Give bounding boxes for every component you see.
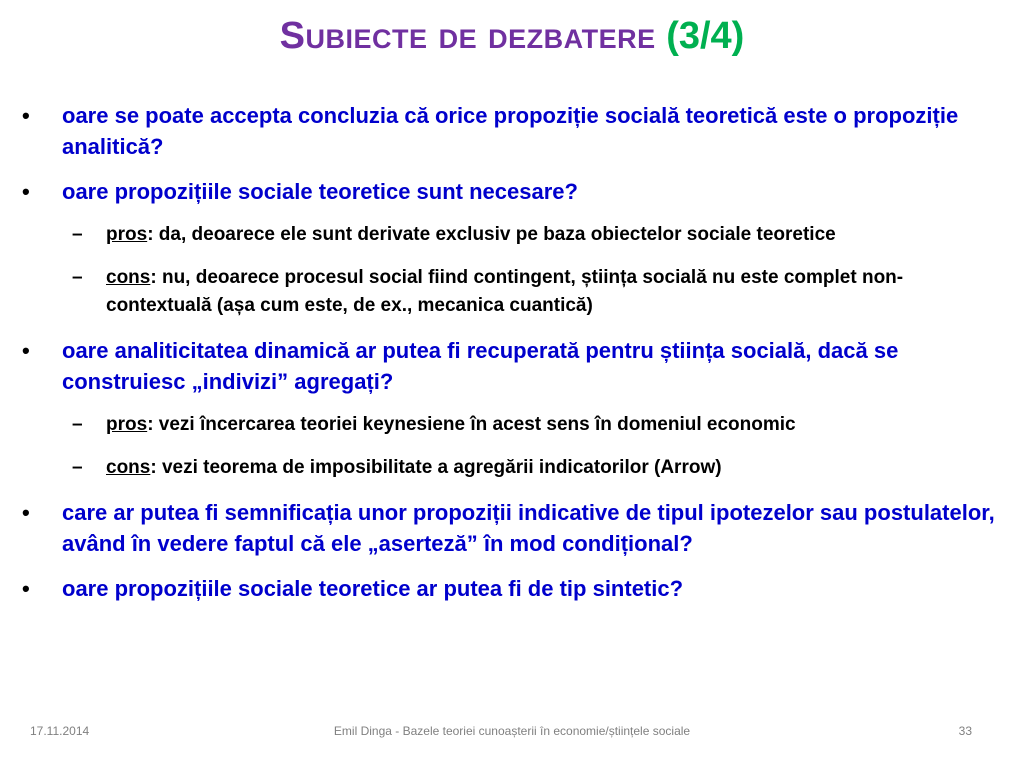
bullet-text: care ar putea fi semnificația unor propoziții indicative de tipul ipotezelor sau postulatelor, având în vedere faptul că ele „aserteză” în mod condițional? <box>62 500 995 556</box>
sub-item <box>22 264 997 320</box>
title-number: (3/4) <box>666 15 745 57</box>
bullet-item <box>22 573 997 604</box>
page-number: 33 <box>958 724 972 738</box>
dash-marker: – <box>72 224 83 245</box>
sub-text: : vezi teorema de imposibilitate a agregării indicatorilor (Arrow) <box>150 457 722 478</box>
bullet-text: oare analiticitatea dinamică ar putea fi recuperată pentru știința socială, dacă se construiesc „indivizi” agregați? <box>62 338 899 394</box>
slide-content <box>22 100 997 618</box>
bullet-marker: • <box>22 338 30 363</box>
dash-marker: – <box>72 267 83 288</box>
bullet-marker: • <box>22 500 30 525</box>
bullet-item <box>22 335 997 397</box>
bullet-marker: • <box>22 576 30 601</box>
sub-text: : da, deoarece ele sunt derivate exclusiv pe baza obiectelor sociale teoretice <box>147 224 836 245</box>
title-main: Subiecte de dezbatere <box>279 15 656 57</box>
bullet-marker: • <box>22 103 30 128</box>
sub-keyword: cons <box>106 457 151 478</box>
sub-keyword: pros <box>106 224 148 245</box>
sub-item <box>22 454 997 482</box>
sub-keyword: cons <box>106 267 151 288</box>
bullet-text: oare propozițiile sociale teoretice sunt necesare? <box>62 179 578 204</box>
bullet-item <box>22 100 997 162</box>
bullet-text: oare se poate accepta concluzia că orice propoziție socială teoretică este o propoziție analitică? <box>62 103 959 159</box>
slide-title <box>0 8 1024 64</box>
sub-text: : vezi încercarea teoriei keynesiene în acest sens în domeniul economic <box>147 414 796 435</box>
bullet-marker: • <box>22 179 30 204</box>
footer-author: Emil Dinga - Bazele teoriei cunoașterii în economie/științele sociale <box>333 724 691 738</box>
sub-item <box>22 221 997 249</box>
sub-item <box>22 411 997 439</box>
dash-marker: – <box>72 414 83 435</box>
sub-text: : nu, deoarece procesul social fiind contingent, știința socială nu este complet non-contextuală (așa cum este, de ex., mecanica cuantică) <box>106 267 904 316</box>
bullet-item <box>22 497 997 559</box>
footer-date: 17.11.2014 <box>30 724 90 738</box>
bullet-text: oare propozițiile sociale teoretice ar putea fi de tip sintetic? <box>62 576 684 601</box>
bullet-item <box>22 176 997 207</box>
sub-keyword: pros <box>106 414 148 435</box>
dash-marker: – <box>72 457 83 478</box>
